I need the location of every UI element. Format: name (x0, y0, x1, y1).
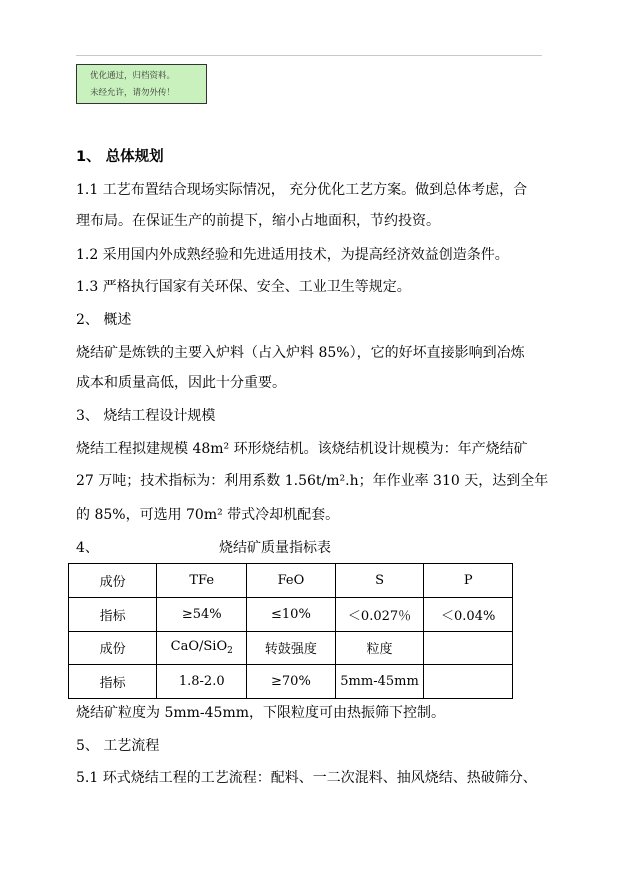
table-cell: ≥70% (247, 665, 336, 699)
table-row (69, 665, 513, 699)
table-cell: 5mm-45mm (335, 665, 424, 699)
table-cell: S (335, 564, 424, 598)
ratio-label: CaO/SiO (170, 639, 228, 655)
table-cell: ≥54% (157, 597, 247, 631)
table-row (69, 631, 513, 665)
paragraph-1-3: 1.3 严格执行国家有关环保、安全、工业卫生等规定。 (76, 279, 411, 295)
paragraph-3-line-1: 烧结工程拟建规模 48m² 环形烧结机。该烧结机设计规模为：年产烧结矿 (76, 441, 528, 457)
paragraph-1-1-line-1: 1.1 工艺布置结合现场实际情况， 充分优化工艺方案。做到总体考虑，合 (76, 182, 528, 198)
table-cell: 指标 (69, 597, 157, 631)
table-cell: TFe (157, 564, 247, 598)
table-row (69, 564, 513, 598)
paragraph-5-1: 5.1 环式烧结工程的工艺流程：配料、一二次混料、抽风烧结、热破筛分、 (76, 770, 537, 786)
notice-line-2: 未经允许，请勿外传！ (90, 88, 176, 98)
paragraph-3-line-3: 的 85%，可选用 70m² 带式冷却机配套。 (76, 507, 340, 523)
table-cell: 1.8-2.0 (157, 665, 247, 699)
paragraph-1-1-line-2: 理布局。在保证生产的前提下，缩小占地面积，节约投资。 (76, 213, 440, 229)
table-cell: ＜0.027％ (335, 597, 424, 631)
table-title: 烧结矿质量指标表 (219, 540, 331, 556)
paragraph-3-line-2: 27 万吨；技术指标为：利用系数 1.56t/m².h；年作业率 310 天，达到全年 (76, 473, 549, 489)
table-cell: 成份 (69, 564, 157, 598)
table-cell: 指标 (69, 665, 157, 699)
quality-spec-table (68, 563, 513, 699)
table-cell: 转鼓强度 (247, 631, 336, 665)
section-heading-4: 4、 (76, 540, 99, 556)
paragraph-after-table: 烧结矿粒度为 5mm-45mm，下限粒度可由热振筛下控制。 (76, 705, 446, 721)
table-cell: FeO (247, 564, 336, 598)
subscript: 2 (227, 646, 233, 657)
notice-box (76, 64, 207, 104)
table-cell: 成份 (69, 631, 157, 665)
section-heading-5: 5、 工艺流程 (76, 738, 160, 754)
table-cell: P (424, 564, 513, 598)
table-cell: ＜0.04% (424, 597, 513, 631)
paragraph-1-2: 1.2 采用国内外成熟经验和先进适用技术，为提高经济效益创造条件。 (76, 247, 509, 263)
table-row (69, 597, 513, 631)
paragraph-2-line-2: 成本和质量高低，因此十分重要。 (76, 375, 286, 391)
paragraph-2-line-1: 烧结矿是炼铁的主要入炉料（占入炉料 85%），它的好坏直接影响到冶炼 (76, 345, 525, 361)
section-heading-3: 3、 烧结工程设计规模 (76, 408, 216, 424)
table-cell: ≤10% (247, 597, 336, 631)
notice-line-1: 优化通过，归档资料。 (90, 71, 176, 81)
table-cell (157, 631, 247, 665)
table-cell: 粒度 (335, 631, 424, 665)
section-heading-2: 2、 概述 (76, 312, 132, 328)
table-cell (424, 665, 513, 699)
header-rule (76, 55, 542, 56)
table-cell (424, 631, 513, 665)
section-heading-1: 1、 总体规划 (76, 149, 164, 165)
